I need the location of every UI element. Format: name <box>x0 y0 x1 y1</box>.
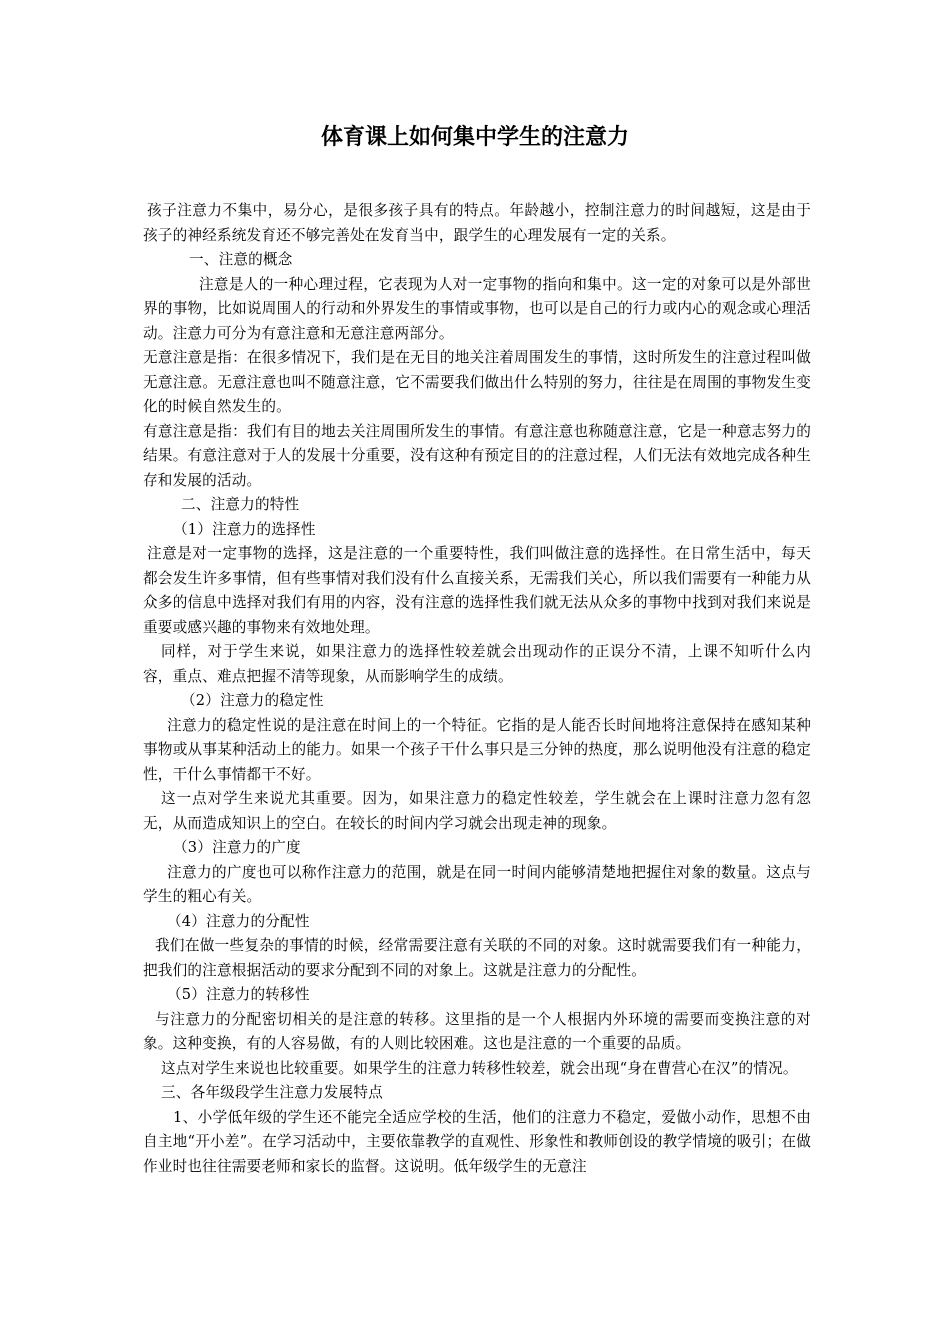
subheading-distribution: （4）注意力的分配性 <box>167 912 310 930</box>
paragraph-shifting-students: 这点对学生来说也比较重要。如果学生的注意力转移性较差，就会出现“身在曹营心在汉”的情况。 <box>161 1059 798 1077</box>
paragraph-involuntary-attention: 无意注意是指：在很多情况下，我们是在无目的地关注着周围发生的事情，这时所发生的注意过程叫做无意注意。无意注意也叫不随意注意，它不需要我们做出什么特别的努力，往往是在周围的事物发生变化的时候自然发生的。 <box>143 349 811 415</box>
subheading-stability: （2）注意力的稳定性 <box>181 692 324 709</box>
paragraph-concept: 注意是人的一种心理过程，它表现为人对一定事物的指向和集中。这一定的对象可以是外部世界的事物，比如说周围人的行动和外界发生的事情或事物，也可以是自己的行力或内心的观念或心理活动。注意力可分为有意注意和无意注意两部分。 <box>143 275 811 342</box>
paragraph-selectivity-students: 同样，对于学生来说，如果注意力的选择性较差就会出现动作的正误分不清，上课不知听什么内容，重点、难点把握不清等现象，从而影响学生的成绩。 <box>143 643 811 685</box>
subheading-shifting: （5）注意力的转移性 <box>167 986 310 1003</box>
section-heading-grade-characteristics: 三、各年级段学生注意力发展特点 <box>161 1084 383 1101</box>
paragraph-distribution: 我们在做一些复杂的事情的时候，经常需要注意有关联的不同的对象。这时就需要我们有一种能力，把我们的注意根据活动的要求分配到不同的对象上。这就是注意力的分配性。 <box>143 937 811 979</box>
paragraph-selectivity: 注意是对一定事物的选择，这是注意的一个重要特性，我们叫做注意的选择性。在日常生活中，每天都会发生许多事情，但有些事情对我们没有什么直接关系，无需我们关心，所以我们需要有一种能力从众多的信息中选择对我们有用的内容，没有注意的选择性我们就无法从众多的事物中找到对我们来说是重要或感兴趣的事物来有效地处理。 <box>143 545 811 636</box>
paragraph-lower-grades: 1、小学低年级的学生还不能完全适应学校的生活，他们的注意力不稳定，爱做小动作，思想不由自主地“开小差”。在学习活动中，主要依靠教学的直观性、形象性和教师创设的教学情境的吸引；在做作业时也往往需要老师和家长的监督。这说明。低年级学生的无意注 <box>143 1108 811 1175</box>
section-heading-properties: 二、注意力的特性 <box>181 496 300 513</box>
subheading-span: （3）注意力的广度 <box>173 839 301 856</box>
paragraph-intro: 孩子注意力不集中，易分心，是很多孩子具有的特点。年龄越小，控制注意力的时间越短，这是由于孩子的神经系统发育还不够完善处在发育当中，跟学生的心理发展有一定的关系。 <box>143 202 811 244</box>
paragraph-voluntary-attention: 有意注意是指：我们有目的地去关注周围所发生的事情。有意注意也称随意注意，它是一种意志努力的结果。有意注意对于人的发展十分重要，没有这种有预定目的的注意过程，人们无法有效地完成各种生存和发展的活动。 <box>143 422 811 489</box>
section-heading-concept: 一、注意的概念 <box>189 251 293 268</box>
document-body <box>143 199 811 1179</box>
paragraph-span: 注意力的广度也可以称作注意力的范围，就是在同一时间内能够清楚地把握住对象的数量。这点与学生的粗心有关。 <box>143 863 811 905</box>
paragraph-stability: 注意力的稳定性说的是注意在时间上的一个特征。它指的是人能否长时间地将注意保持在感知某种事物或从事某种活动上的能力。如果一个孩子干什么事只是三分钟的热度，那么说明他没有注意的稳定性，干什么事情都干不好。 <box>143 716 811 783</box>
subheading-selectivity: （1）注意力的选择性 <box>173 520 316 538</box>
paragraph-stability-students: 这一点对学生来说尤其重要。因为，如果注意力的稳定性较差，学生就会在上课时注意力忽有忽无，从而造成知识上的空白。在较长的时间内学习就会出现走神的现象。 <box>143 790 811 832</box>
document-title: 体育课上如何集中学生的注意力 <box>320 124 629 150</box>
paragraph-shifting: 与注意力的分配密切相关的是注意的转移。这里指的是一个人根据内外环境的需要而变换注意的对象。这种变换，有的人容易做，有的人则比较困难。这也是注意的一个重要的品质。 <box>143 1010 811 1052</box>
